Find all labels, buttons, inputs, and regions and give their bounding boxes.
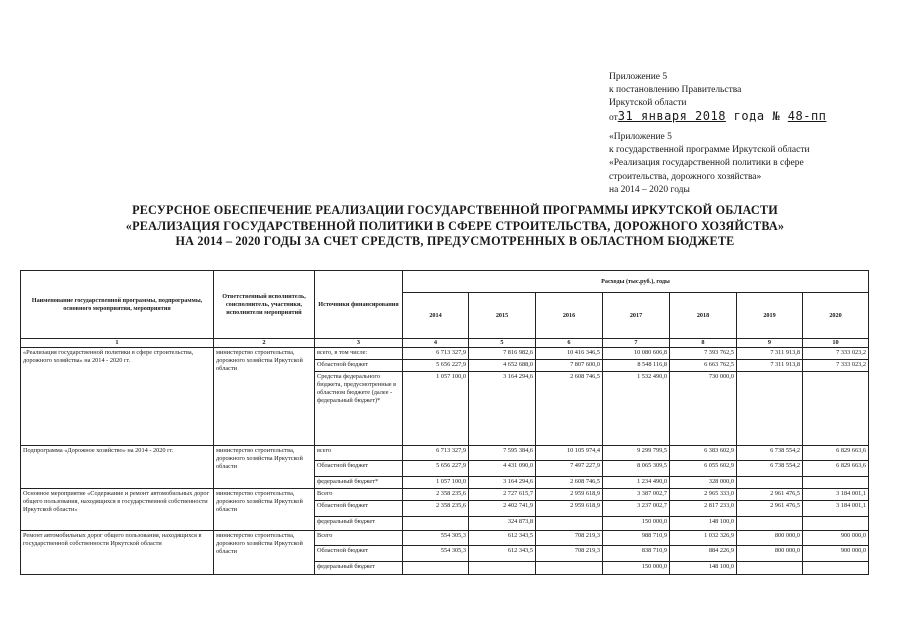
header-year: 2015	[469, 293, 536, 339]
value-cell: 2 965 333,0	[670, 489, 737, 501]
header-sources: Источники финансирования	[315, 271, 403, 339]
row-executor: министерство строительства, дорожного хозяйства Иркутской области	[214, 531, 315, 575]
value-cell: 7 393 762,5	[670, 348, 737, 360]
column-number: 1	[21, 339, 214, 348]
row-name: Ремонт автомобильных дорог общего пользования, находящихся в государственной собственности Иркутской области	[21, 531, 214, 575]
value-cell	[737, 562, 803, 575]
program-line: «Приложение 5	[609, 132, 672, 142]
value-cell	[737, 477, 803, 489]
value-cell: 2 817 233,0	[670, 501, 737, 517]
decree-number: 48-пп	[787, 109, 827, 123]
value-cell: 3 184 001,1	[803, 489, 869, 501]
program-line: к государственной программе Иркутской области	[609, 145, 810, 156]
value-cell: 7 311 913,8	[737, 348, 803, 360]
value-cell: 6 383 602,9	[670, 446, 737, 461]
value-cell: 612 343,5	[469, 531, 536, 546]
title-line: РЕСУРСНОЕ ОБЕСПЕЧЕНИЕ РЕАЛИЗАЦИИ ГОСУДАРСТВЕННОЙ ПРОГРАММЫ ИРКУТСКОЙ ОБЛАСТИ	[132, 203, 778, 217]
row-source: Областной бюджет	[315, 546, 403, 562]
column-number-row	[21, 339, 869, 348]
program-line: «Реализация государственной политики в сфере	[609, 158, 804, 169]
value-cell: 2 358 235,6	[403, 501, 469, 517]
value-cell: 10 105 974,4	[536, 446, 603, 461]
value-cell: 800 000,0	[737, 531, 803, 546]
value-cell: 328 000,0	[670, 477, 737, 489]
title-line: «РЕАЛИЗАЦИЯ ГОСУДАРСТВЕННОЙ ПОЛИТИКИ В СФЕРЕ СТРОИТЕЛЬСТВА, ДОРОЖНОГО ХОЗЯЙСТВА»	[125, 218, 785, 233]
header-name: Наименование государственной программы, подпрограммы, основного мероприятия, мероприятия	[21, 271, 214, 339]
value-cell: 2 608 746,5	[536, 477, 603, 489]
row-source: Всего	[315, 531, 403, 546]
value-cell	[803, 477, 869, 489]
table-row	[21, 489, 869, 501]
from-prefix: от	[609, 113, 618, 123]
value-cell: 6 713 327,9	[403, 348, 469, 360]
table-row	[21, 446, 869, 461]
program-line: на 2014 – 2020 годы	[609, 184, 690, 195]
value-cell: 9 299 799,5	[603, 446, 670, 461]
value-cell	[536, 517, 603, 531]
decree-date: 31 января 2018	[617, 109, 726, 123]
value-cell	[403, 562, 469, 575]
value-cell	[536, 562, 603, 575]
value-cell: 2 358 235,6	[403, 489, 469, 501]
column-number: 5	[469, 339, 536, 348]
row-source: всего	[315, 446, 403, 461]
value-cell: 900 000,0	[803, 531, 869, 546]
value-cell: 1 532 490,0	[603, 372, 670, 446]
value-cell	[803, 372, 869, 446]
value-cell: 8 065 309,5	[603, 461, 670, 477]
column-number: 6	[536, 339, 603, 348]
row-name: Основное мероприятие «Содержание и ремонт автомобильных дорог общего пользования, находящихся в государственной собственности Иркутской области»	[21, 489, 214, 531]
value-cell: 708 219,3	[536, 546, 603, 562]
value-cell: 2 961 476,5	[737, 489, 803, 501]
value-cell	[469, 562, 536, 575]
value-cell: 988 710,9	[603, 531, 670, 546]
value-cell: 2 402 741,9	[469, 501, 536, 517]
appendix-block	[609, 71, 826, 125]
column-number: 10	[803, 339, 869, 348]
column-number: 7	[603, 339, 670, 348]
value-cell	[803, 562, 869, 575]
value-cell: 7 497 227,9	[536, 461, 603, 477]
value-cell	[803, 517, 869, 531]
value-cell: 6 055 602,9	[670, 461, 737, 477]
value-cell: 6 663 762,5	[670, 360, 737, 372]
value-cell: 7 311 913,8	[737, 360, 803, 372]
value-cell: 2 959 618,9	[536, 501, 603, 517]
row-source: Областной бюджет	[315, 501, 403, 517]
header-year: 2017	[603, 293, 670, 339]
header-year: 2016	[536, 293, 603, 339]
value-cell: 7 807 600,0	[536, 360, 603, 372]
value-cell: 2 727 615,7	[469, 489, 536, 501]
value-cell: 150 000,0	[603, 562, 670, 575]
value-cell: 838 710,9	[603, 546, 670, 562]
value-cell: 612 343,5	[469, 546, 536, 562]
column-number: 2	[214, 339, 315, 348]
value-cell: 884 226,9	[670, 546, 737, 562]
value-cell: 3 237 002,7	[603, 501, 670, 517]
row-source: Средства федерального бюджета, предусмотренные в областном бюджете (далее - федеральный бюджет)*	[315, 372, 403, 446]
value-cell: 1 057 100,0	[403, 477, 469, 489]
value-cell: 5 656 227,9	[403, 461, 469, 477]
value-cell: 3 164 294,6	[469, 372, 536, 446]
resource-table	[20, 270, 869, 575]
value-cell: 3 387 002,7	[603, 489, 670, 501]
header-expenses: Расходы (тыс.руб.), годы	[403, 271, 869, 293]
value-cell: 324 873,8	[469, 517, 536, 531]
value-cell: 4 431 090,0	[469, 461, 536, 477]
appendix-line: Иркутской области	[609, 98, 687, 108]
value-cell: 10 080 606,8	[603, 348, 670, 360]
value-cell: 148 100,0	[670, 517, 737, 531]
header-year: 2019	[737, 293, 803, 339]
value-cell: 10 416 346,5	[536, 348, 603, 360]
column-number: 3	[315, 339, 403, 348]
row-source: федеральный бюджет*	[315, 477, 403, 489]
value-cell: 2 961 476,5	[737, 501, 803, 517]
row-source: Областной бюджет	[315, 360, 403, 372]
value-cell	[737, 517, 803, 531]
value-cell: 7 595 384,6	[469, 446, 536, 461]
number-sign: №	[772, 109, 781, 123]
value-cell: 708 219,3	[536, 531, 603, 546]
value-cell	[737, 372, 803, 446]
value-cell: 7 333 023,2	[803, 348, 869, 360]
table-row	[21, 531, 869, 546]
value-cell: 554 305,3	[403, 546, 469, 562]
row-name: Подпрограмма «Дорожное хозяйство» на 2014 - 2020 гг.	[21, 446, 214, 489]
value-cell: 6 738 554,2	[737, 461, 803, 477]
value-cell: 800 000,0	[737, 546, 803, 562]
row-source: федеральный бюджет	[315, 562, 403, 575]
program-line: строительства, дорожного хозяйства»	[609, 171, 762, 182]
row-source: Областной бюджет	[315, 461, 403, 477]
year-word: года	[733, 109, 765, 123]
value-cell: 6 713 327,9	[403, 446, 469, 461]
value-cell: 1 234 490,0	[603, 477, 670, 489]
row-source: федеральный бюджет	[315, 517, 403, 531]
header-year: 2018	[670, 293, 737, 339]
value-cell: 1 032 326,9	[670, 531, 737, 546]
row-source: всего, в том числе:	[315, 348, 403, 360]
value-cell: 7 816 982,6	[469, 348, 536, 360]
value-cell: 6 829 663,6	[803, 461, 869, 477]
value-cell: 7 333 023,2	[803, 360, 869, 372]
value-cell: 554 305,3	[403, 531, 469, 546]
header-executor: Ответственный исполнитель, соисполнитель, участники, исполнители мероприятий	[214, 271, 315, 339]
appendix-line: Приложение 5	[609, 72, 668, 82]
value-cell: 2 959 618,9	[536, 489, 603, 501]
value-cell: 5 656 227,9	[403, 360, 469, 372]
column-number: 9	[737, 339, 803, 348]
value-cell: 6 829 663,6	[803, 446, 869, 461]
title-line: НА 2014 – 2020 ГОДЫ ЗА СЧЕТ СРЕДСТВ, ПРЕДУСМОТРЕННЫХ В ОБЛАСТНОМ БЮДЖЕТЕ	[175, 234, 735, 249]
table-row	[21, 348, 869, 360]
row-executor: министерство строительства, дорожного хозяйства Иркутской области	[214, 348, 315, 446]
value-cell: 900 000,0	[803, 546, 869, 562]
value-cell: 148 100,0	[670, 562, 737, 575]
column-number: 4	[403, 339, 469, 348]
row-executor: министерство строительства, дорожного хозяйства Иркутской области	[214, 489, 315, 531]
value-cell: 4 652 688,0	[469, 360, 536, 372]
row-name: «Реализация государственной политики в сфере строительства, дорожного хозяйства» на 2014 - 2020 гг.	[21, 348, 214, 446]
value-cell: 2 608 746,5	[536, 372, 603, 446]
header-year: 2020	[803, 293, 869, 339]
row-source: Всего	[315, 489, 403, 501]
value-cell: 6 738 554,2	[737, 446, 803, 461]
document-title	[60, 203, 850, 250]
value-cell: 8 548 116,8	[603, 360, 670, 372]
value-cell: 730 000,0	[670, 372, 737, 446]
value-cell: 150 000,0	[603, 517, 670, 531]
appendix-program-block	[609, 131, 879, 197]
appendix-line: к постановлению Правительства	[609, 85, 742, 95]
value-cell: 1 057 100,0	[403, 372, 469, 446]
appendix-date-line	[609, 110, 826, 125]
row-executor: министерство строительства, дорожного хозяйства Иркутской области	[214, 446, 315, 489]
value-cell	[403, 517, 469, 531]
column-number: 8	[670, 339, 737, 348]
value-cell: 3 164 294,6	[469, 477, 536, 489]
value-cell: 3 184 001,1	[803, 501, 869, 517]
header-year: 2014	[403, 293, 469, 339]
